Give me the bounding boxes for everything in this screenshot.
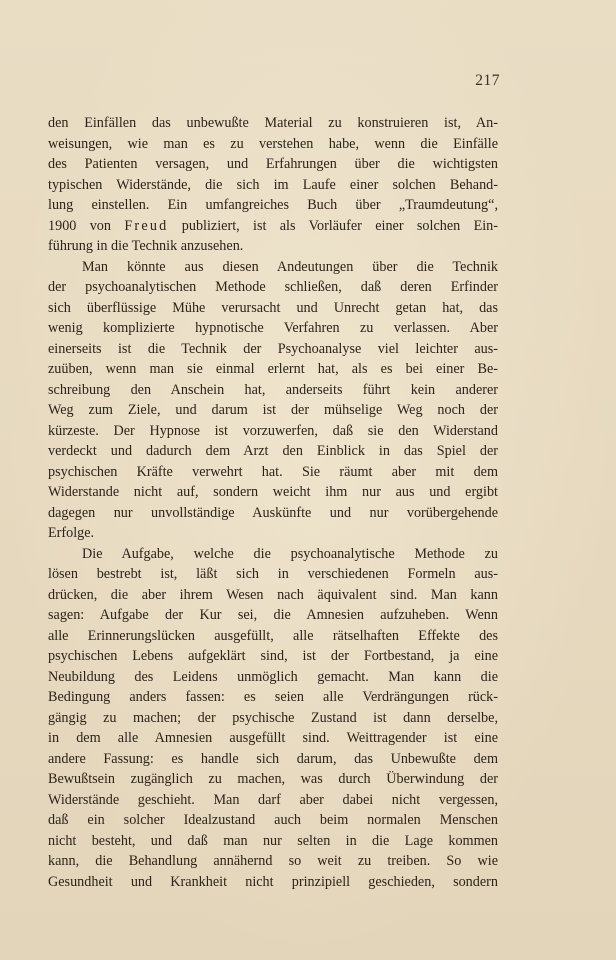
text-line: schreibung den Anschein hat, anderseits führt kein anderer <box>48 381 498 398</box>
text-line: 1900 von Freud publiziert, ist als Vorläufer einer solchen Ein- <box>48 217 498 234</box>
body-text <box>48 113 498 892</box>
text-line: Widerstände geschieht. Man darf aber dabei nicht vergessen, <box>48 791 498 808</box>
text-line: führung in die Technik anzusehen. <box>48 238 244 254</box>
text-line: drücken, die aber ihrem Wesen nach äquivalent sind. Man kann <box>48 586 498 603</box>
text-line: den Einfällen das unbewußte Material zu konstruieren ist, An- <box>48 115 498 131</box>
text-line: Bewußtsein zugänglich zu machen, was durch Überwindung der <box>48 771 498 787</box>
text-line: kürzeste. Der Hypnose ist vorzuwerfen, daß sie den Widerstand <box>48 422 498 439</box>
text-line: typischen Widerstände, die sich im Laufe einer solchen Behand- <box>48 176 498 193</box>
text-line: psychischen Kräfte verwehrt hat. Sie räumt aber mit dem <box>48 463 498 480</box>
text-line: wenig komplizierte hypnotische Verfahren zu verlassen. Aber <box>48 320 498 336</box>
text-line: Die Aufgabe, welche die psychoanalytische Methode zu <box>82 545 498 562</box>
text-line: andere Fassung: es handle sich darum, das Unbewußte dem <box>48 750 498 767</box>
text-line: einerseits ist die Technik der Psychoanalyse viel leichter aus- <box>48 340 498 357</box>
text-line: Weg zum Ziele, und darum ist der mühselige Weg noch der <box>48 402 498 418</box>
text-line: Neubildung des Leidens unmöglich gemacht. Man kann die <box>48 668 498 685</box>
text-line: gängig zu machen; der psychische Zustand ist dann derselbe, <box>48 709 498 726</box>
text-line: sagen: Aufgabe der Kur sei, die Amnesien aufzuheben. Wenn <box>48 607 498 623</box>
text-line: lösen bestrebt ist, läßt sich in verschiedenen Formeln aus- <box>48 566 498 582</box>
page-number: 217 <box>475 72 500 89</box>
text-line: Widerstande nicht auf, sondern weicht ihm nur aus und ergibt <box>48 484 498 500</box>
text-line: verdeckt und dadurch dem Arzt den Einblick in das Spiel der <box>48 443 498 459</box>
text-line: Man könnte aus diesen Andeutungen über die Technik <box>82 258 498 275</box>
text-line: sich überflüssige Mühe verursacht und Unrecht getan hat, das <box>48 299 498 316</box>
text-line: psychischen Lebens aufgeklärt sind, ist der Fortbestand, ja eine <box>48 648 498 664</box>
text-line: nicht besteht, und daß man nur selten in die Lage kommen <box>48 832 498 849</box>
text-line: weisungen, wie man es zu verstehen habe, wenn die Einfälle <box>48 135 498 152</box>
text-line: daß ein solcher Idealzustand auch beim normalen Menschen <box>48 812 498 828</box>
text-line: Bedingung anders fassen: es seien alle Verdrängungen rück- <box>48 689 498 705</box>
text-line: alle Erinnerungslücken ausgefüllt, alle rätselhaften Effekte des <box>48 627 498 644</box>
author-name: Freud <box>124 217 169 234</box>
text-line: dagegen nur unvollständige Auskünfte und nur vorübergehende <box>48 504 498 521</box>
text-line: Gesundheit und Krankheit nicht prinzipiell geschieden, sondern <box>48 873 498 890</box>
text-line: der psychoanalytischen Methode schließen, daß deren Erfinder <box>48 279 498 295</box>
text-line: kann, die Behandlung annähernd so weit zu treiben. So wie <box>48 853 498 869</box>
text-line: lung einstellen. Ein umfangreiches Buch über „Traumdeutung“, <box>48 197 498 213</box>
text-line: des Patienten versagen, und Erfahrungen über die wichtigsten <box>48 156 498 172</box>
text-line: Erfolge. <box>48 525 95 541</box>
text-line: in dem alle Amnesien ausgefüllt sind. Weittragender ist eine <box>48 730 498 746</box>
text-line: zuüben, wenn man sie einmal erlernt hat, als es bei einer Be- <box>48 361 498 377</box>
